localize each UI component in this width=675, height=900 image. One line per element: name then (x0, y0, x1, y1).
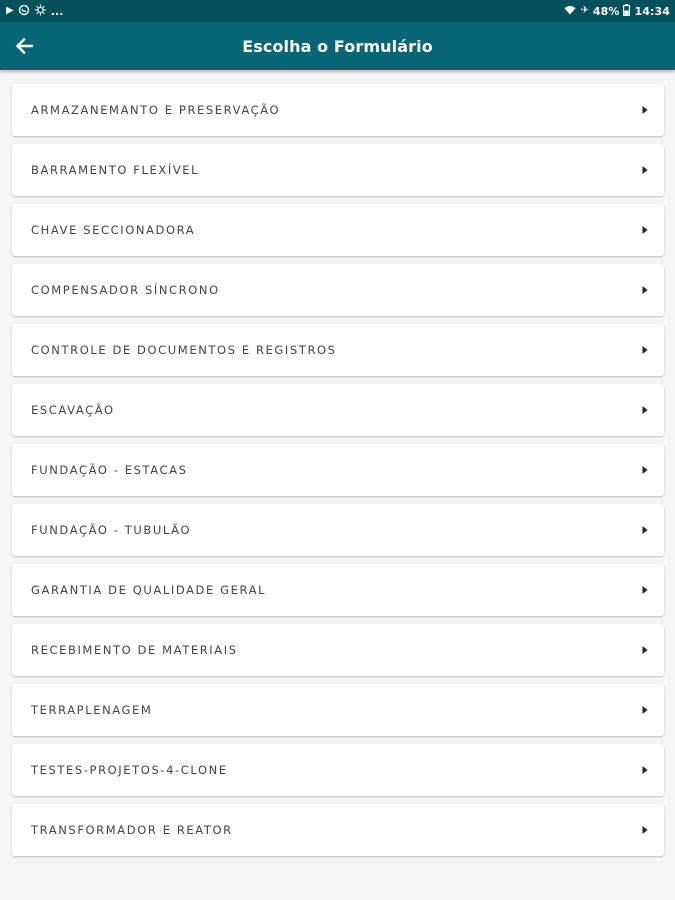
more-notifications-indicator: ... (50, 4, 64, 18)
arrow-left-icon (15, 38, 33, 54)
battery-percent: 48% (592, 4, 620, 18)
page-title: Escolha o Formulário (242, 36, 433, 56)
caret-right-icon (642, 166, 648, 174)
back-button[interactable] (8, 30, 40, 62)
caret-right-icon (642, 106, 648, 114)
form-item-label: FUNDAÇÃO - ESTACAS (31, 463, 188, 477)
form-item[interactable] (12, 324, 664, 376)
form-item[interactable] (12, 744, 664, 796)
caret-right-icon (642, 466, 648, 474)
status-bar-right (564, 4, 670, 19)
form-item[interactable] (12, 804, 664, 856)
form-item-label: ARMAZANEMANTO E PRESERVAÇÃO (31, 103, 281, 117)
app-bar (0, 22, 675, 70)
form-item[interactable] (12, 504, 664, 556)
form-item[interactable] (12, 204, 664, 256)
caret-right-icon (642, 286, 648, 294)
caret-right-icon (642, 346, 648, 354)
caret-right-icon (642, 226, 648, 234)
caret-right-icon (642, 586, 648, 594)
form-item-label: GARANTIA DE QUALIDADE GERAL (31, 583, 267, 597)
form-item-label: FUNDAÇÃO - TUBULÃO (31, 523, 192, 537)
play-store-icon: ▶ (6, 5, 14, 16)
battery-icon (623, 4, 630, 19)
form-item-label: COMPENSADOR SÍNCRONO (31, 283, 220, 297)
form-item-label: BARRAMENTO FLEXÍVEL (31, 163, 200, 177)
caret-right-icon (642, 646, 648, 654)
form-item[interactable] (12, 144, 664, 196)
form-item[interactable] (12, 264, 664, 316)
whatsapp-icon (18, 4, 30, 19)
sync-icon (34, 4, 47, 19)
caret-right-icon (642, 406, 648, 414)
clock: 14:34 (634, 4, 670, 18)
form-list (12, 84, 664, 864)
form-item-label: TRANSFORMADOR E REATOR (31, 823, 233, 837)
form-item-label: CHAVE SECCIONADORA (31, 223, 196, 237)
form-item[interactable] (12, 444, 664, 496)
form-item[interactable] (12, 684, 664, 736)
form-item[interactable] (12, 84, 664, 136)
form-item-label: RECEBIMENTO DE MATERIAIS (31, 643, 238, 657)
airplane-mode-icon: ✈ (580, 5, 589, 16)
caret-right-icon (642, 526, 648, 534)
wifi-icon (564, 5, 576, 18)
caret-right-icon (642, 706, 648, 714)
form-item[interactable] (12, 564, 664, 616)
caret-right-icon (642, 826, 648, 834)
status-bar-left (6, 4, 64, 19)
caret-right-icon (642, 766, 648, 774)
form-item-label: TESTES-PROJETOS-4-CLONE (31, 763, 228, 777)
form-item-label: ESCAVAÇÃO (31, 403, 115, 417)
status-bar (0, 0, 675, 22)
form-item[interactable] (12, 384, 664, 436)
form-item-label: TERRAPLENAGEM (31, 703, 153, 717)
form-item-label: CONTROLE DE DOCUMENTOS E REGISTROS (31, 343, 337, 357)
form-item[interactable] (12, 624, 664, 676)
